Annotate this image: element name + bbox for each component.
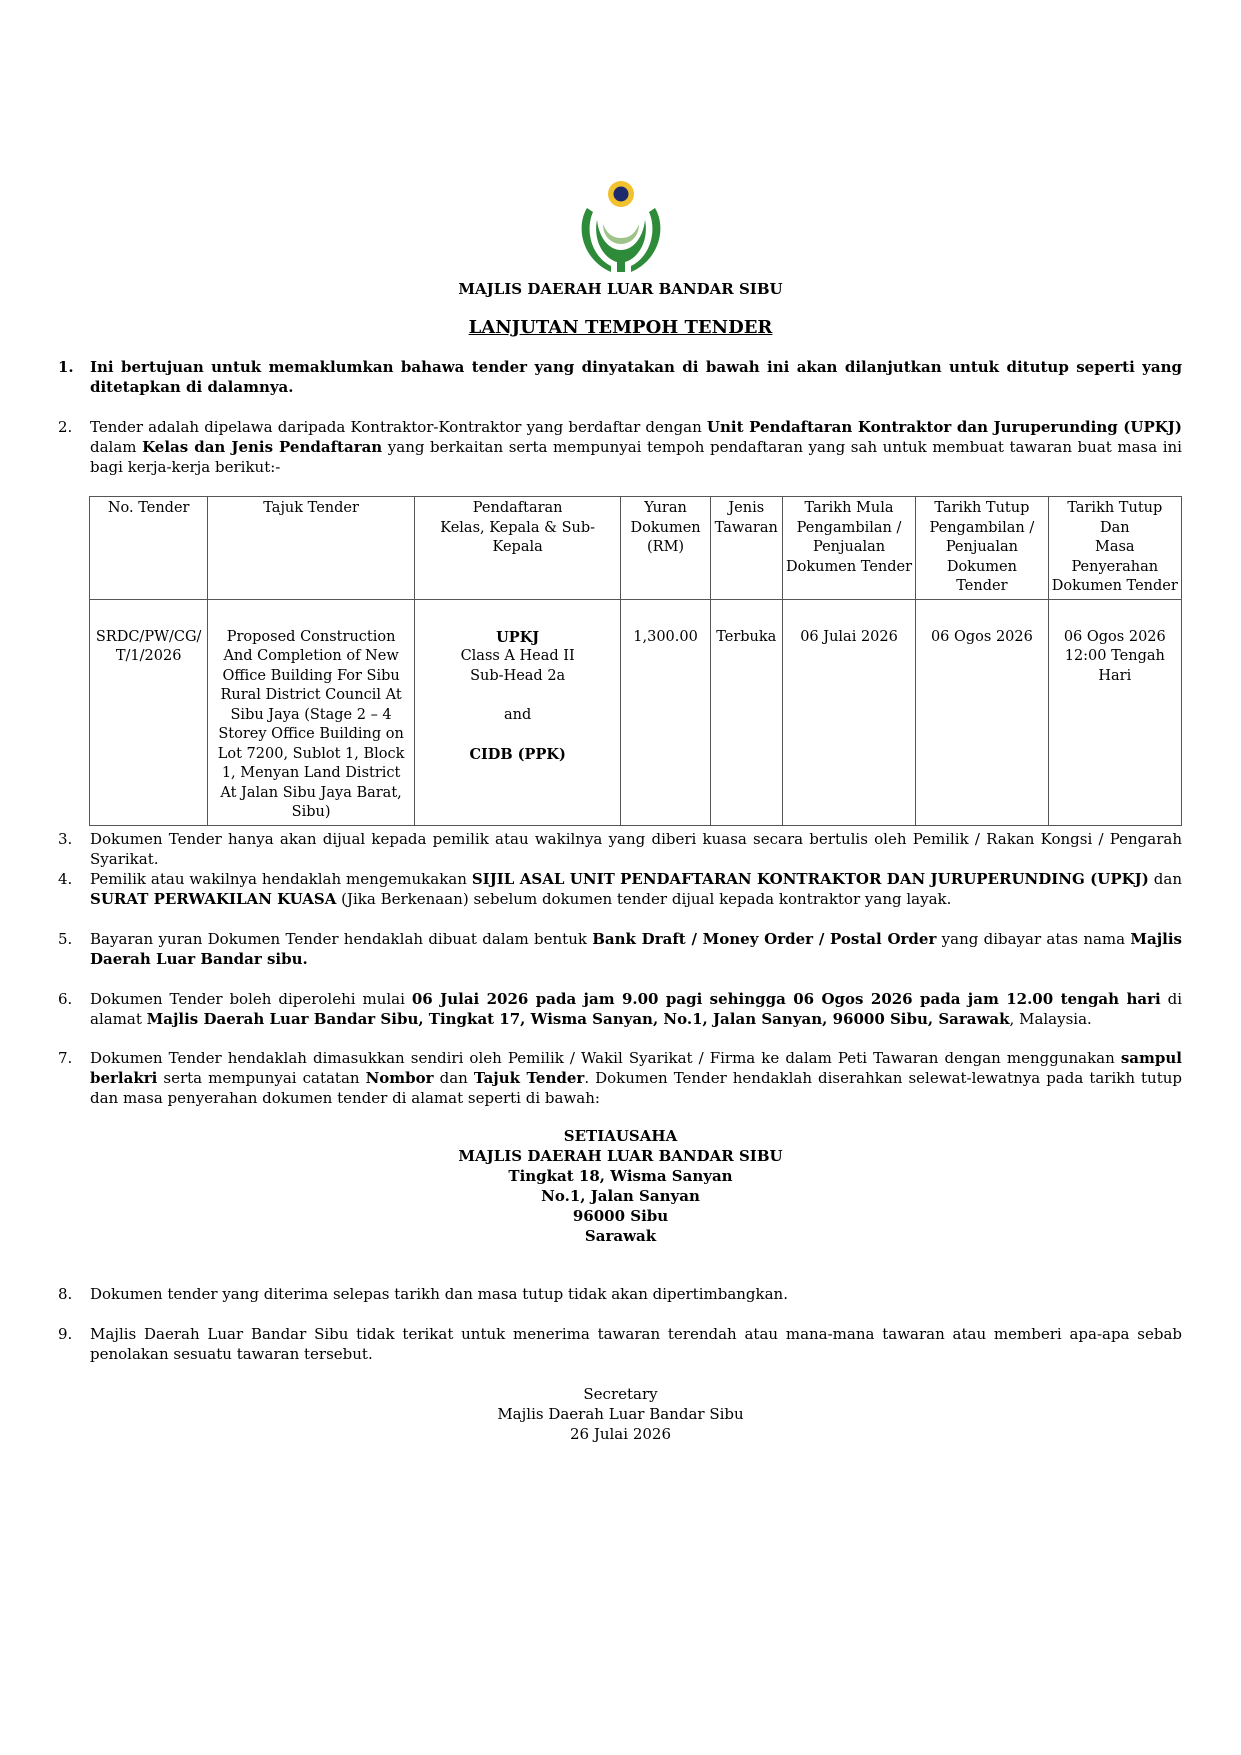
clause-text: Dokumen Tender hanya akan dijual kepada pemilik atau wakilnya yang diberi kuasa secara bertulis oleh Pemilik / Rakan Kongsi / Pengarah Syarikat. <box>90 830 1182 868</box>
tender-table <box>89 496 1182 826</box>
document-title: LANJUTAN TEMPOH TENDER <box>468 317 773 338</box>
address-line: No.1, Jalan Sanyan <box>541 1187 700 1205</box>
clause-number: 3. <box>58 830 73 848</box>
header-yuran: Yuran Dokumen (RM) <box>621 497 710 600</box>
clause-text: Majlis Daerah Luar Bandar Sibu tidak terikat untuk menerima tawaran terendah atau mana-mana tawaran atau memberi apa-apa sebab penolakan sesuatu tawaran tersebut. <box>90 1325 1182 1363</box>
clause-text: Dokumen Tender boleh diperolehi mulai 06 Julai 2026 pada jam 9.00 pagi sehingga 06 Ogos 2026 pada jam 12.00 tengah hari di alamat Majlis Daerah Luar Bandar Sibu, Tingkat 17, Wisma Sanyan, No.1, Jalan Sanyan, 96000 Sibu, Sarawak, Malaysia. <box>90 990 1183 1028</box>
organisation-name: MAJLIS DAERAH LUAR BANDAR SIBU <box>458 280 783 298</box>
clause-number: 6. <box>58 990 73 1008</box>
clause-number: 1. <box>58 358 74 376</box>
cell-yuran: 1,300.00 <box>621 599 710 825</box>
submission-address <box>0 1126 1241 1246</box>
clause-text: Bayaran yuran Dokumen Tender hendaklah dibuat dalam bentuk Bank Draft / Money Order / Postal Order yang dibayar atas nama Majlis Daerah Luar Bandar sibu. <box>90 930 1182 968</box>
cell-no-tender: SRDC/PW/CG/ T/1/2026 <box>90 599 208 825</box>
header-no-tender: No. Tender <box>90 497 208 600</box>
clause-text: Dokumen tender yang diterima selepas tarikh dan masa tutup tidak akan dipertimbangkan. <box>90 1285 788 1303</box>
signoff-title: Secretary <box>583 1385 658 1403</box>
header-tarikh-tutup: Tarikh Tutup Pengambilan / Penjualan Dokumen Tender <box>916 497 1048 600</box>
address-line: MAJLIS DAERAH LUAR BANDAR SIBU <box>458 1147 783 1165</box>
table-row <box>90 599 1182 825</box>
clause-text: Ini bertujuan untuk memaklumkan bahawa tender yang dinyatakan di bawah ini akan dilanjutkan untuk ditutup seperti yang ditetapkan di dalamnya. <box>90 358 1182 396</box>
signoff-date: 26 Julai 2026 <box>569 1425 671 1443</box>
signoff-block <box>0 1384 1241 1444</box>
header-tarikh-penyerahan: Tarikh Tutup Dan Masa Penyerahan Dokumen Tender <box>1048 497 1181 600</box>
council-logo <box>571 180 671 275</box>
clause-text: Pemilik atau wakilnya hendaklah mengemukakan SIJIL ASAL UNIT PENDAFTARAN KONTRAKTOR DAN JURUPERUNDING (UPKJ) dan SURAT PERWAKILAN KUASA (Jika Berkenaan) sebelum dokumen tender dijual kepada kontraktor yang layak. <box>90 870 1182 908</box>
cell-tarikh-tutup: 06 Ogos 2026 <box>916 599 1048 825</box>
header-jenis: Jenis Tawaran <box>710 497 782 600</box>
address-line: 96000 Sibu <box>572 1207 669 1225</box>
header-tarikh-mula: Tarikh Mula Pengambilan / Penjualan Dokumen Tender <box>782 497 915 600</box>
cell-tajuk-tender: Proposed Construction And Completion of New Office Building For Sibu Rural District Council At Sibu Jaya (Stage 2 – 4 Storey Office Building on Lot 7200, Sublot 1, Block 1, Menyan Land District At Jalan Sibu Jaya Barat, Sibu) <box>208 599 415 825</box>
clause-number: 7. <box>58 1049 73 1067</box>
clause-text: Tender adalah dipelawa daripada Kontraktor-Kontraktor yang berdaftar dengan Unit Pendaftaran Kontraktor dan Juruperunding (UPKJ) dalam Kelas dan Jenis Pendaftaran yang berkaitan serta mempunyai tempoh pendaftaran yang sah untuk membuat tawaran buat masa ini bagi kerja-kerja berikut:- <box>90 418 1182 476</box>
cell-tarikh-mula: 06 Julai 2026 <box>782 599 915 825</box>
clause-text: Dokumen Tender hendaklah dimasukkan sendiri oleh Pemilik / Wakil Syarikat / Firma ke dalam Peti Tawaran dengan menggunakan sampul berlakri serta mempunyai catatan Nombor dan Tajuk Tender. Dokumen Tender hendaklah diserahkan selewat-lewatnya pada tarikh tutup dan masa penyerahan dokumen tender di alamat seperti di bawah: <box>90 1049 1183 1107</box>
clause-number: 9. <box>58 1325 73 1343</box>
address-line: Tingkat 18, Wisma Sanyan <box>508 1167 733 1185</box>
cell-pendaftaran: UPKJ Class A Head II Sub-Head 2a and CIDB (PPK) <box>414 599 621 825</box>
signoff-organisation: Majlis Daerah Luar Bandar Sibu <box>497 1405 744 1423</box>
address-line: SETIAUSAHA <box>563 1127 678 1145</box>
clause-number: 5. <box>58 930 73 948</box>
cell-tarikh-penyerahan: 06 Ogos 2026 12:00 Tengah Hari <box>1048 599 1181 825</box>
header-pendaftaran: Pendaftaran Kelas, Kepala & Sub-Kepala <box>414 497 621 600</box>
table-header-row <box>90 497 1182 600</box>
clause-number: 4. <box>58 870 73 888</box>
header-tajuk-tender: Tajuk Tender <box>208 497 415 600</box>
address-line: Sarawak <box>584 1227 657 1245</box>
cell-jenis: Terbuka <box>710 599 782 825</box>
clause-number: 2. <box>58 418 73 436</box>
clause-number: 8. <box>58 1285 73 1303</box>
